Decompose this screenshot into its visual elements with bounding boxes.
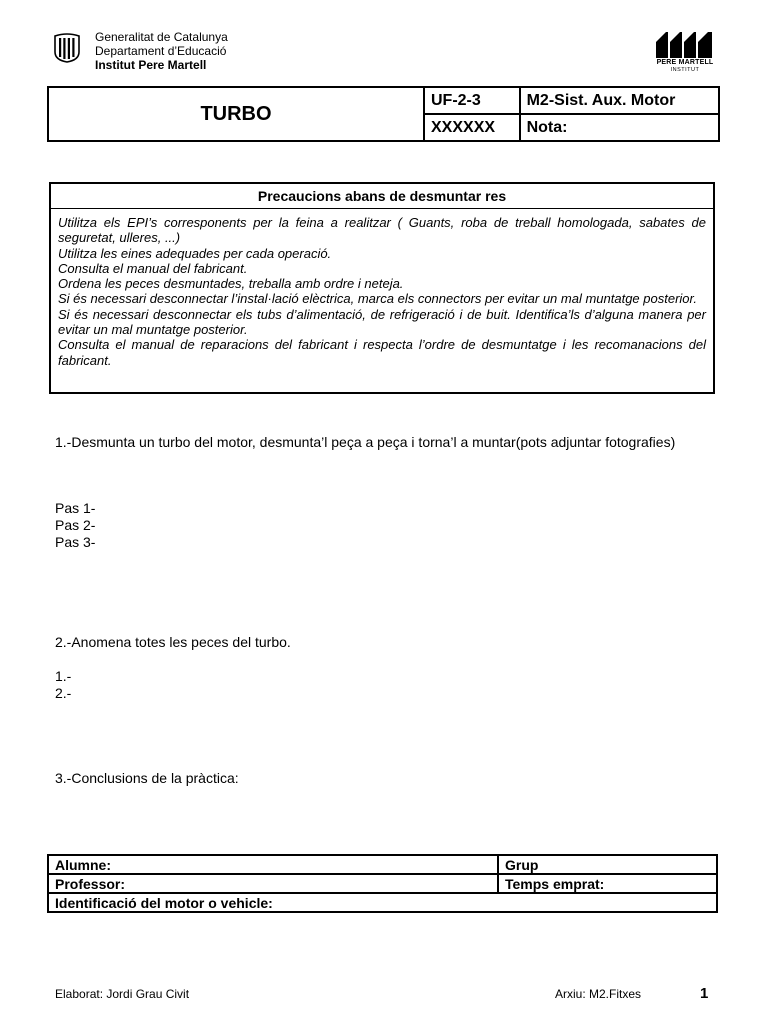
answers-list: [55, 668, 71, 702]
question-1: 1.-Desmunta un turbo del motor, desmunta’l peça a peça i torna’l a muntar(pots adjuntar fotografies): [55, 434, 676, 450]
page-number: 1: [700, 985, 709, 1002]
gencat-logo-icon: [54, 33, 80, 63]
pere-martell-logo: [654, 28, 716, 74]
document-title: TURBO: [48, 87, 424, 141]
module-name: M2-Sist. Aux. Motor: [520, 87, 719, 114]
precautions-box: [49, 182, 715, 394]
time-field: Temps emprat:: [498, 874, 717, 893]
logo-sub-text: INSTITUT: [670, 67, 700, 73]
engine-id-field: Identificació del motor o vehicle:: [48, 893, 717, 912]
precautions-list: [51, 209, 713, 368]
precaution-item: Consulta el manual del fabricant.: [58, 260, 248, 276]
answer-item: 2.-: [55, 685, 72, 701]
grade-label: Nota:: [520, 114, 719, 141]
teacher-field: Professor:: [48, 874, 498, 893]
precaution-item: Utilitza les eines adequades per cada operació.: [58, 245, 332, 261]
precaution-item: Si és necessari desconnectar els tubs d’alimentació, de refrigeració i de buit. Identifica’ls d’alguna manera per evitar un mal muntatge posterior.: [58, 306, 706, 338]
question-2: 2.-Anomena totes les peces del turbo.: [55, 634, 291, 650]
precaution-item: Utilitza els EPI’s corresponents per la feina a realitzar ( Guants, roba de treball homologada, sabates de seguretat, ulleres, ...): [58, 215, 706, 246]
precaution-item: Consulta el manual de reparacions del fabricant i respecta l’ordre de desmuntatge i les recomanacions del fabricant.: [58, 337, 706, 368]
step-item: Pas 2-: [55, 517, 96, 533]
step-item: Pas 1-: [55, 500, 96, 516]
precaution-item: Si és necessari desconnectar l’instal·lació elèctrica, marca els connectors per evitar un mal muntatge posterior.: [58, 291, 697, 307]
precaution-item: Ordena les peces desmuntades, treballa amb ordre i neteja.: [58, 276, 404, 292]
student-info-table: [47, 854, 718, 913]
answer-item: 1.-: [55, 668, 72, 684]
government-name: Generalitat de Catalunya: [95, 30, 228, 44]
question-3: 3.-Conclusions de la pràctica:: [55, 770, 239, 786]
precautions-title: Precaucions abans de desmuntar res: [51, 184, 713, 209]
student-code: XXXXXX: [424, 114, 520, 141]
department-name: Departament d’Educació: [95, 44, 227, 58]
footer-file: Arxiu: M2.Fitxes: [555, 987, 642, 1001]
institution-header: [95, 30, 228, 72]
footer-author: Elaborat: Jordi Grau Civit: [55, 987, 190, 1001]
student-field: Alumne:: [48, 855, 498, 874]
uf-code: UF-2-3: [424, 87, 520, 114]
institute-name: Institut Pere Martell: [95, 58, 207, 72]
steps-list: [55, 500, 95, 551]
title-table: [47, 86, 720, 142]
logo-name-text: PERE MARTELL: [656, 59, 714, 66]
group-field: Grup: [498, 855, 717, 874]
step-item: Pas 3-: [55, 534, 96, 550]
